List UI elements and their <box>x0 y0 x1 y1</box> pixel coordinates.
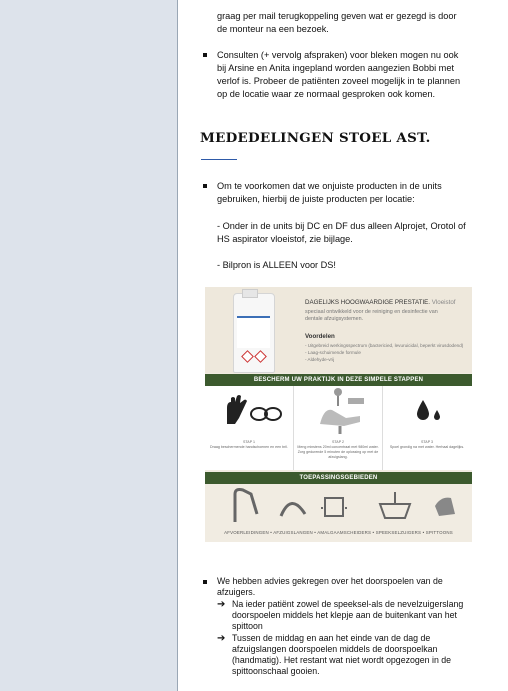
flyer-steps <box>205 386 472 470</box>
flyer-benefits-title: Voordelen <box>305 333 335 340</box>
dental-chair-icon <box>294 386 382 436</box>
arrow-right-icon: ➔ <box>217 633 226 644</box>
flyer-step-3-title: STAP 3 <box>420 440 434 444</box>
flyer-header <box>205 287 472 373</box>
section-heading: MEDEDELINGEN STOEL AST. <box>200 130 431 146</box>
flyer-tagline-line-1: speciaal ontwikkeld voor de reiniging en desinfectie van <box>305 309 438 315</box>
flyer-tagline-1: DAGELIJKS HOOGWAARDIGE PRESTATIE. <box>305 299 431 306</box>
intro-line-1: graag per mail terugkoppeling geven wat er gezegd is door <box>217 11 457 21</box>
flyer-step-3 <box>383 386 471 470</box>
left-margin-panel <box>0 0 178 691</box>
advice-item-1-line-1: Na ieder patiënt zowel de speeksel-als de nevelzuigerslang <box>232 599 464 609</box>
flyer-steps-band: BESCHERM UW PRAKTIJK IN DEZE SIMPELE STAPPEN <box>205 374 472 386</box>
products-note-line-2: HS aspirator vloeistof, zie bijlage. <box>217 234 353 244</box>
arrow-right-icon: ➔ <box>217 599 226 610</box>
flyer-applications-text: AFVOERLEIDINGEN • AFZUIGSLANGEN • AMALGAAMSCHEIDERS • SPEEKSELZUIGERS • SPITTOONS <box>224 530 453 535</box>
drain-pipe-icon <box>235 490 257 523</box>
intro-line-2: de monteur na een bezoek. <box>217 24 329 34</box>
product-flyer <box>205 287 472 542</box>
flyer-benefit-1: - Uitgebreid werkingsspectrum (bactericied, levuruicidal, beperkt virusdodend) <box>305 343 464 348</box>
flyer-benefit-2: - Laag-schuimende formule <box>305 350 361 355</box>
flyer-step-3-text: Spoel grondig na met water. Herhaal dagelijks. <box>389 445 465 449</box>
flyer-step-1-text: Draag beschermende handschoenen en een bril. <box>210 445 288 449</box>
gloves-goggles-icon <box>205 386 293 436</box>
consult-line-2: bij Arsine en Anita ingepland worden aangezien Bobbi met <box>217 63 454 73</box>
product-bottle-icon <box>233 293 275 373</box>
advice-line-1: We hebben advies gekregen over het doorspoelen van de <box>217 576 443 586</box>
consult-line-4: op de locatie waar ze normaal gesproken ook komen. <box>217 89 436 99</box>
spittoon-icon <box>435 498 455 516</box>
suction-hose-icon <box>281 503 305 516</box>
advice-item-2-line-2: afzuigslangen doorspoelen middels de doorspoelkan <box>232 644 438 654</box>
flyer-tagline-line-2: dentale afzuigsystemen. <box>305 316 364 322</box>
flyer-applications-band: TOEPASSINGSGEBIEDEN <box>205 472 472 484</box>
bullet-products <box>203 184 207 188</box>
flyer-step-2-title: STAP 2 <box>331 440 345 444</box>
advice-item-1-line-3: spittoon <box>232 621 263 631</box>
advice-item-2-line-4: spittoonschaal gooien. <box>232 666 320 676</box>
advice-item-2-line-3: (handmatig). Het restant wat niet wordt opgezogen in de <box>232 655 452 665</box>
flyer-step-1 <box>205 386 293 470</box>
flyer-applications <box>205 484 472 542</box>
water-drops-icon <box>383 386 471 436</box>
products-line-1: Om te voorkomen dat we onjuiste producten in de units <box>217 181 442 191</box>
sink-icon <box>380 504 410 518</box>
heading-underline <box>201 159 237 160</box>
advice-line-2: afzuigers. <box>217 587 256 597</box>
consult-line-3: verlof is. Probeer de patiënten zoveel mogelijk in te plannen <box>217 76 461 86</box>
bullet-advice <box>203 580 207 584</box>
advice-item-2-line-1: Tussen de middag en aan het einde van de dag de <box>232 633 431 643</box>
flyer-tagline-2: Vloeistof <box>431 299 456 306</box>
flyer-benefit-3: - Aldehyde-vrij <box>305 357 335 362</box>
flyer-step-1-title: STAP 1 <box>242 440 256 444</box>
applications-icons <box>205 484 472 528</box>
flyer-step-2-text: Meng minstens 20ml concentraat met 980ml water. Zorg gedurende 5 minuten de oplossing op met de afzuigslang. <box>297 445 379 459</box>
products-line-2: gebruiken, hierbij de juiste producten per locatie: <box>217 194 415 204</box>
bullet-consult <box>203 53 207 57</box>
products-note-line-1: - Onder in de units bij DC en DF dus alleen Alprojet, Orotol of <box>217 221 466 231</box>
separator-icon <box>325 498 343 516</box>
bilpron-note: - Bilpron is ALLEEN voor DS! <box>217 260 336 270</box>
flyer-step-2 <box>293 386 383 470</box>
consult-line-1: Consulten (+ vervolg afspraken) voor bleken mogen nu ook <box>217 50 459 60</box>
advice-item-1-line-2: doorspoelen middels het klepje aan de buitenkant van het <box>232 610 457 620</box>
